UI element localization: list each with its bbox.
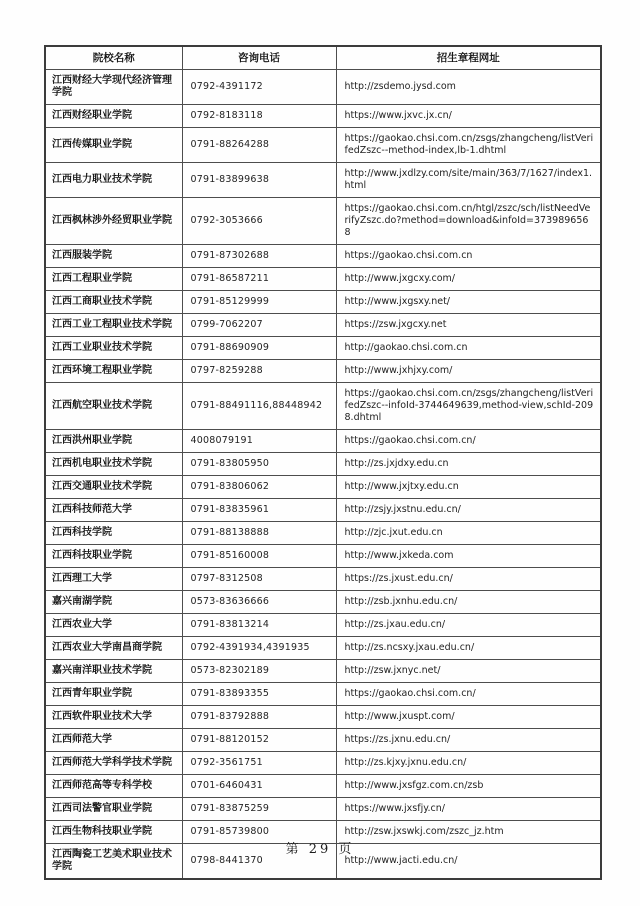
url-cell: https://zs.jxnu.edu.cn/: [336, 729, 601, 752]
phone-cell: 0791-83813214: [182, 614, 336, 637]
phone-cell: 0573-83636666: [182, 591, 336, 614]
table-row: [45, 291, 601, 314]
url-cell: http://zjc.jxut.edu.cn: [336, 522, 601, 545]
phone-cell: 0791-85739800: [182, 821, 336, 844]
institution-name-cell: 江西工业工程职业技术学院: [45, 314, 182, 337]
phone-cell: 0701-6460431: [182, 775, 336, 798]
phone-cell: 0798-8441370: [182, 844, 336, 880]
phone-cell: 0799-7062207: [182, 314, 336, 337]
url-cell: http://www.jxgsxy.net/: [336, 291, 601, 314]
url-cell: https://gaokao.chsi.com.cn/htgl/zszc/sch/listNeedVerifyZszc.do?method=download&infoId=3739896568: [336, 198, 601, 245]
institution-name-cell: 江西生物科技职业学院: [45, 821, 182, 844]
url-cell: https://gaokao.chsi.com.cn/: [336, 683, 601, 706]
url-cell: https://zsw.jxgcxy.net: [336, 314, 601, 337]
institution-name-cell: 江西陶瓷工艺美术职业技术学院: [45, 844, 182, 880]
phone-cell: 0792-4391934,4391935: [182, 637, 336, 660]
table-row: [45, 660, 601, 683]
phone-cell: 0791-88138888: [182, 522, 336, 545]
table-row: [45, 476, 601, 499]
phone-cell: 0791-83835961: [182, 499, 336, 522]
table-row: [45, 70, 601, 105]
table-row: [45, 105, 601, 128]
institution-name-cell: 江西司法警官职业学院: [45, 798, 182, 821]
institution-name-cell: 嘉兴南洋职业技术学院: [45, 660, 182, 683]
institution-name-cell: 江西师范高等专科学校: [45, 775, 182, 798]
url-cell: https://www.jxvc.jx.cn/: [336, 105, 601, 128]
phone-cell: 0791-83806062: [182, 476, 336, 499]
institution-name-cell: 江西农业大学南昌商学院: [45, 637, 182, 660]
table-row: [45, 522, 601, 545]
table-row: [45, 545, 601, 568]
phone-cell: 0791-83893355: [182, 683, 336, 706]
table-row: [45, 198, 601, 245]
url-cell: http://zsw.jxnyc.net/: [336, 660, 601, 683]
phone-cell: 0791-83805950: [182, 453, 336, 476]
table-row: [45, 568, 601, 591]
institution-name-cell: 江西交通职业技术学院: [45, 476, 182, 499]
phone-cell: 0791-87302688: [182, 245, 336, 268]
institution-name-cell: 江西机电职业技术学院: [45, 453, 182, 476]
table-row: [45, 245, 601, 268]
url-cell: http://www.jxjtxy.edu.cn: [336, 476, 601, 499]
url-cell: https://gaokao.chsi.com.cn: [336, 245, 601, 268]
url-cell: http://zs.ncsxy.jxau.edu.cn/: [336, 637, 601, 660]
phone-cell: 0791-88491116,88448942: [182, 383, 336, 430]
phone-cell: 0791-86587211: [182, 268, 336, 291]
table-body: [45, 70, 601, 880]
phone-cell: 0791-83792888: [182, 706, 336, 729]
institution-name-cell: 江西科技学院: [45, 522, 182, 545]
table-row: [45, 430, 601, 453]
url-cell: http://www.jxhjxy.com/: [336, 360, 601, 383]
table-row: [45, 360, 601, 383]
institution-name-cell: 江西科技师范大学: [45, 499, 182, 522]
column-header-admission-url: 招生章程网址: [336, 46, 601, 70]
url-cell: http://zsjy.jxstnu.edu.cn/: [336, 499, 601, 522]
phone-cell: 0573-82302189: [182, 660, 336, 683]
url-cell: http://zsb.jxnhu.edu.cn/: [336, 591, 601, 614]
institution-name-cell: 江西师范大学科学技术学院: [45, 752, 182, 775]
table-row: [45, 706, 601, 729]
table-row: [45, 128, 601, 163]
table-row: [45, 614, 601, 637]
column-header-phone: 咨询电话: [182, 46, 336, 70]
url-cell: https://www.jxsfjy.cn/: [336, 798, 601, 821]
institution-name-cell: 江西理工大学: [45, 568, 182, 591]
url-cell: https://zs.jxust.edu.cn/: [336, 568, 601, 591]
institution-name-cell: 江西财经职业学院: [45, 105, 182, 128]
institution-name-cell: 江西软件职业技术大学: [45, 706, 182, 729]
url-cell: http://gaokao.chsi.com.cn: [336, 337, 601, 360]
phone-cell: 0791-83899638: [182, 163, 336, 198]
table-row: [45, 314, 601, 337]
table-row: [45, 775, 601, 798]
phone-cell: 0792-3053666: [182, 198, 336, 245]
page-number: 第 29 页: [285, 842, 355, 857]
institution-name-cell: 江西传媒职业学院: [45, 128, 182, 163]
phone-cell: 0792-3561751: [182, 752, 336, 775]
url-cell: http://zsdemo.jysd.com: [336, 70, 601, 105]
phone-cell: 4008079191: [182, 430, 336, 453]
table-row: [45, 729, 601, 752]
url-cell: http://zs.jxjdxy.edu.cn: [336, 453, 601, 476]
table-row: [45, 268, 601, 291]
url-cell: http://www.jxuspt.com/: [336, 706, 601, 729]
url-cell: http://www.jxdlzy.com/site/main/363/7/1627/index1.html: [336, 163, 601, 198]
table-header-row: [45, 46, 601, 70]
institution-name-cell: 江西洪州职业学院: [45, 430, 182, 453]
institution-name-cell: 江西工业职业技术学院: [45, 337, 182, 360]
phone-cell: 0791-85129999: [182, 291, 336, 314]
institution-name-cell: 江西工程职业学院: [45, 268, 182, 291]
phone-cell: 0797-8259288: [182, 360, 336, 383]
url-cell: http://zs.jxau.edu.cn/: [336, 614, 601, 637]
url-cell: https://gaokao.chsi.com.cn/zsgs/zhangcheng/listVerifedZszc--method-index,lb-1.dhtml: [336, 128, 601, 163]
phone-cell: 0792-4391172: [182, 70, 336, 105]
url-cell: http://zsw.jxswkj.com/zszc_jz.htm: [336, 821, 601, 844]
institution-name-cell: 江西服装学院: [45, 245, 182, 268]
phone-cell: 0797-8312508: [182, 568, 336, 591]
institution-name-cell: 江西师范大学: [45, 729, 182, 752]
table-row: [45, 163, 601, 198]
institution-name-cell: 江西工商职业技术学院: [45, 291, 182, 314]
table-row: [45, 798, 601, 821]
url-cell: http://zs.kjxy.jxnu.edu.cn/: [336, 752, 601, 775]
phone-cell: 0791-85160008: [182, 545, 336, 568]
url-cell: https://gaokao.chsi.com.cn/: [336, 430, 601, 453]
institution-name-cell: 江西枫林涉外经贸职业学院: [45, 198, 182, 245]
institution-name-cell: 江西电力职业技术学院: [45, 163, 182, 198]
table-row: [45, 499, 601, 522]
phone-cell: 0791-83875259: [182, 798, 336, 821]
column-header-institution-name: 院校名称: [45, 46, 182, 70]
institution-name-cell: 嘉兴南湖学院: [45, 591, 182, 614]
table-row: [45, 637, 601, 660]
institution-name-cell: 江西财经大学现代经济管理学院: [45, 70, 182, 105]
url-cell: http://www.jxgcxy.com/: [336, 268, 601, 291]
url-cell: https://gaokao.chsi.com.cn/zsgs/zhangcheng/listVerifedZszc--infoId-3744649639,method-view,schId-2098.dhtml: [336, 383, 601, 430]
table-row: [45, 383, 601, 430]
table-row: [45, 683, 601, 706]
institution-name-cell: 江西科技职业学院: [45, 545, 182, 568]
url-cell: http://www.jxsfgz.com.cn/zsb: [336, 775, 601, 798]
admission-info-table: [44, 45, 602, 880]
table-row: [45, 591, 601, 614]
institution-name-cell: 江西航空职业技术学院: [45, 383, 182, 430]
table-row: [45, 752, 601, 775]
url-cell: http://www.jxkeda.com: [336, 545, 601, 568]
url-cell: http://www.jacti.edu.cn/: [336, 844, 601, 880]
phone-cell: 0791-88120152: [182, 729, 336, 752]
phone-cell: 0791-88264288: [182, 128, 336, 163]
institution-name-cell: 江西青年职业学院: [45, 683, 182, 706]
institution-name-cell: 江西农业大学: [45, 614, 182, 637]
phone-cell: 0792-8183118: [182, 105, 336, 128]
phone-cell: 0791-88690909: [182, 337, 336, 360]
table-row: [45, 453, 601, 476]
institution-name-cell: 江西环境工程职业学院: [45, 360, 182, 383]
table-row: [45, 337, 601, 360]
